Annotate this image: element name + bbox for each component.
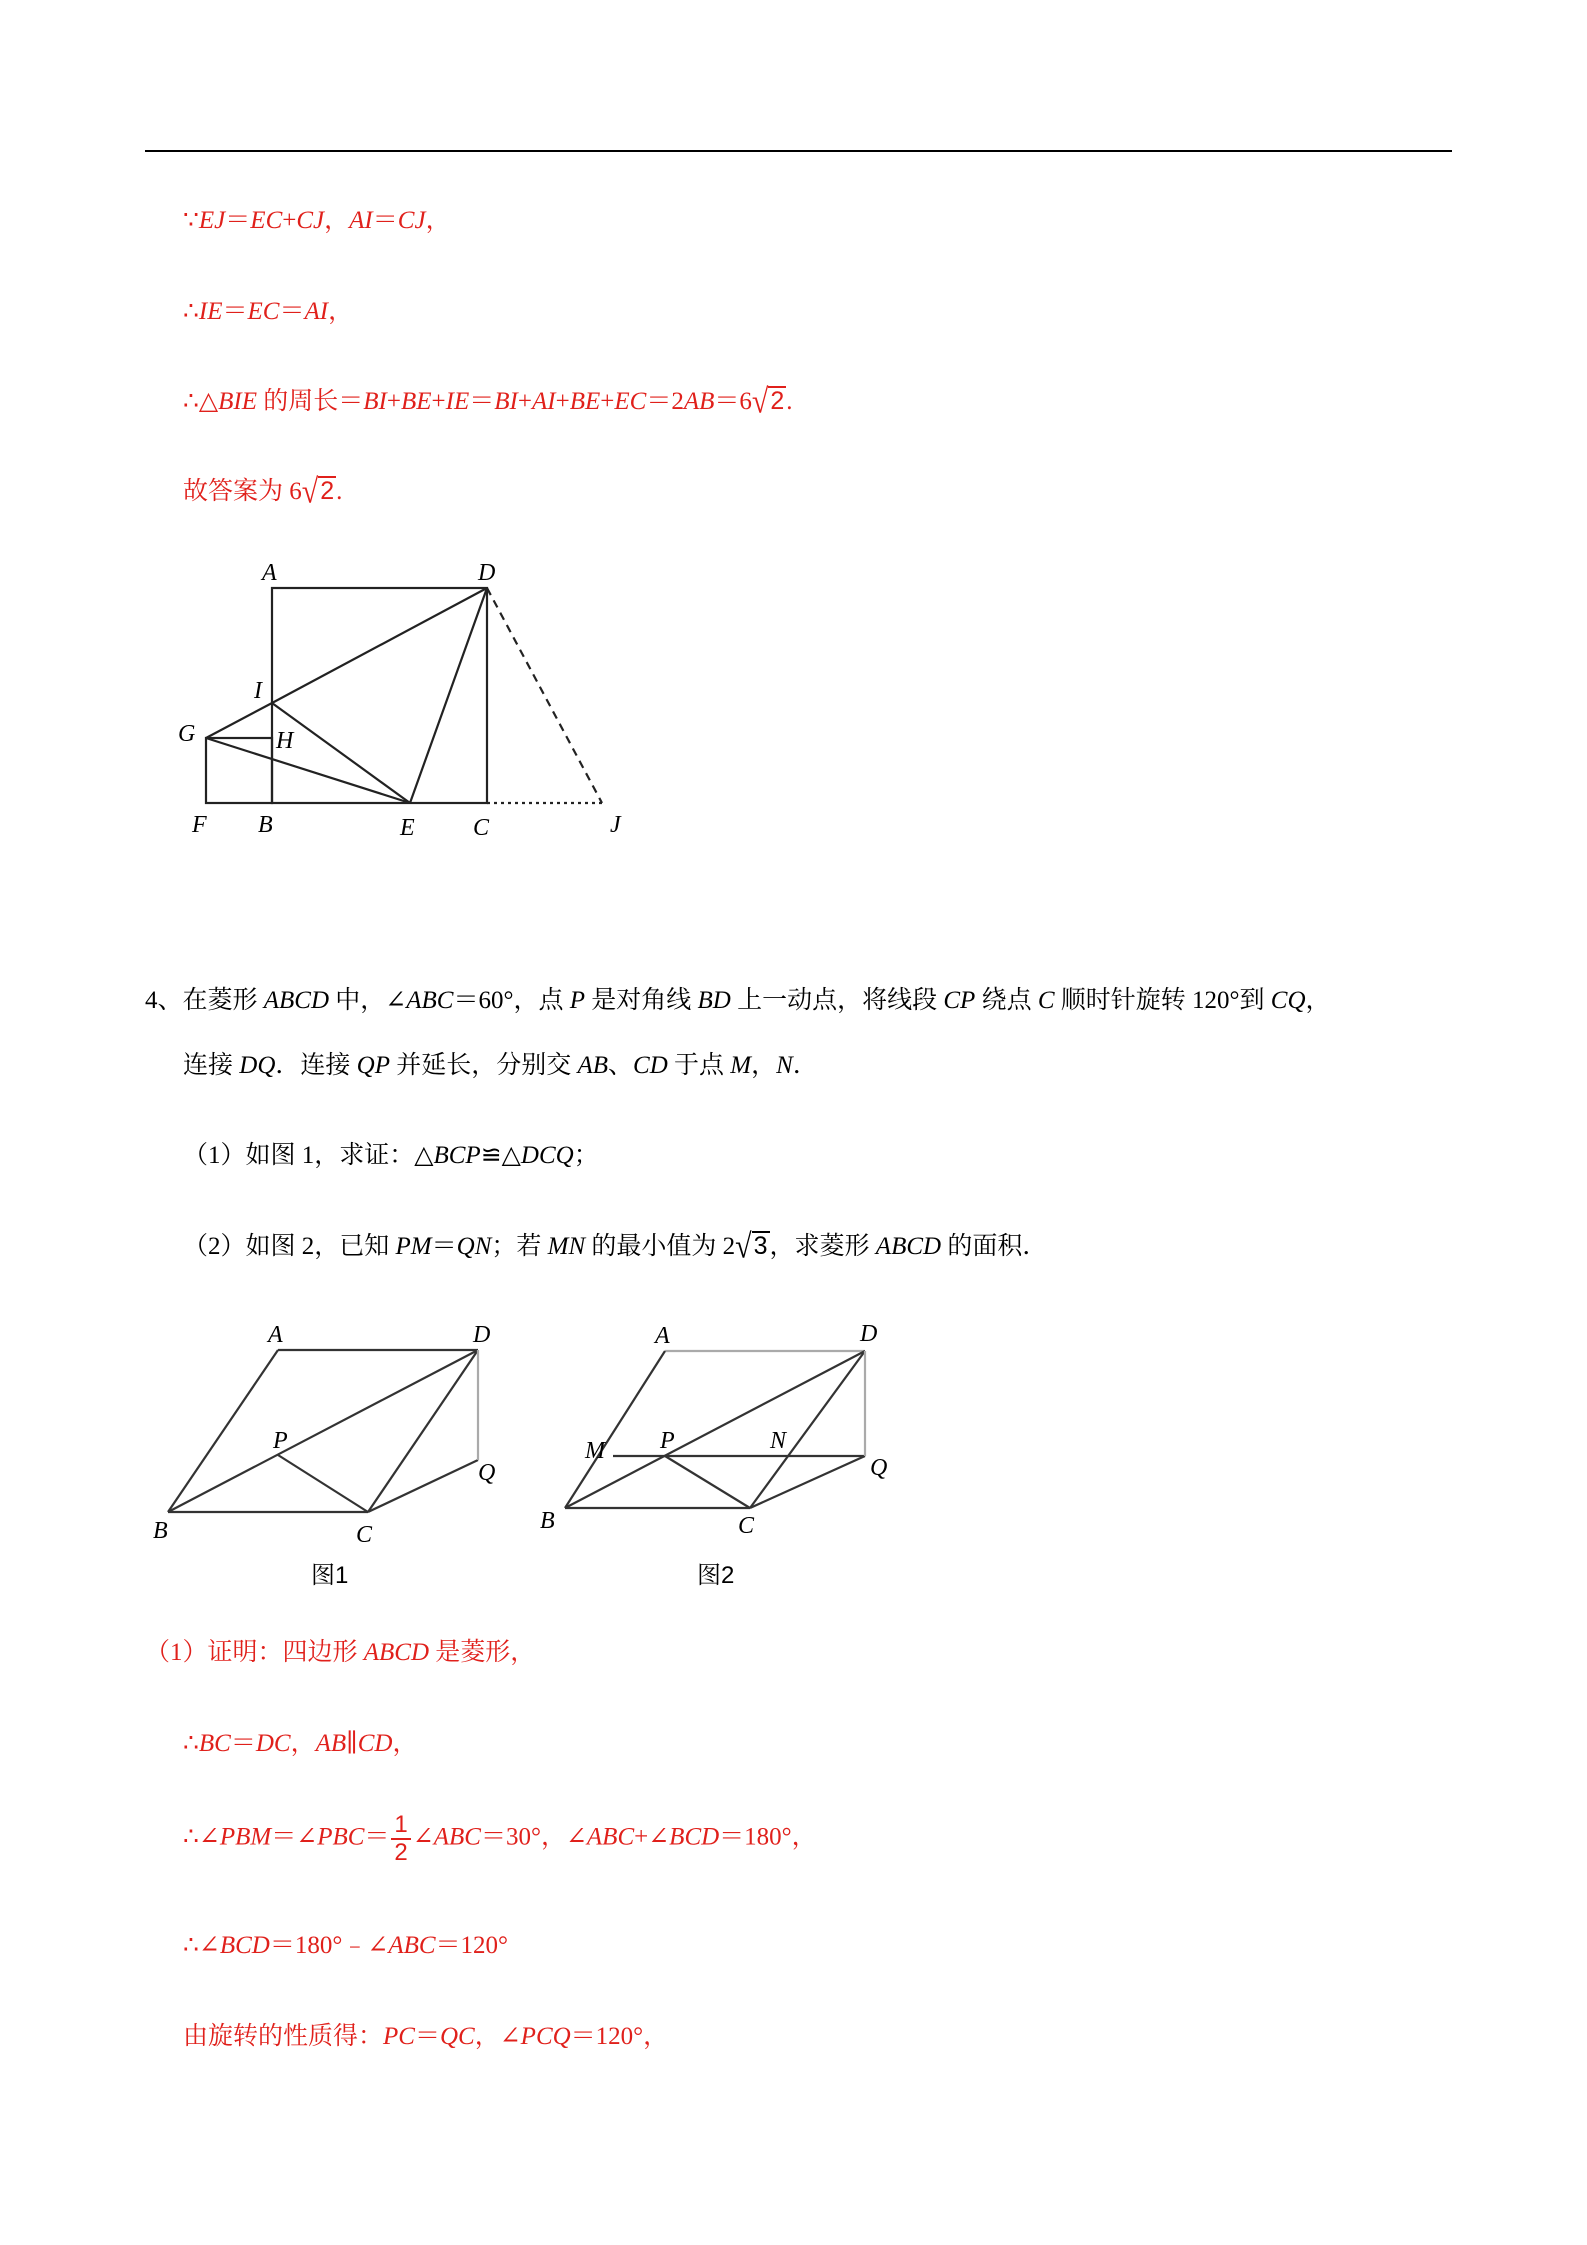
label-Q: Q [478, 1460, 496, 1486]
label-E: E [400, 815, 415, 841]
label-J: J [610, 812, 621, 838]
figure-1 [148, 1320, 518, 1560]
label-C: C [356, 1522, 373, 1548]
label-A: A [655, 1323, 670, 1349]
label-B: B [540, 1508, 555, 1534]
label-A: A [262, 560, 277, 586]
solution-line-3: ∴△BIE 的周长＝BI+BE+IE＝BI+AI+BE+EC＝2AB＝6√2. [183, 382, 793, 421]
label-M: M [585, 1438, 605, 1464]
question-4-part-2: （2）如图 2，已知 PM＝QN；若 MN 的最小值为 2√3，求菱形 ABCD 的面积． [183, 1227, 1048, 1266]
label-D: D [478, 560, 496, 586]
label-D: D [860, 1321, 878, 1347]
solution-line-2: ∴IE＝EC＝AI， [183, 298, 354, 325]
label-H: H [276, 728, 294, 754]
label-G: G [178, 721, 196, 747]
question-4-line-1: 4、在菱形 ABCD 中，∠ABC＝60°，点 P 是对角线 BD 上一动点，将线段 CP 绕点 C 顺时针旋转 120°到 CQ， [145, 987, 1331, 1014]
square-ABCD [272, 588, 487, 803]
label-B: B [258, 812, 273, 838]
solution-4-line-3: ∴∠PBM＝∠PBC＝ $\frac{1}{2}$ ∠ABC＝30°，∠ABC+∠BCD＝180°， [183, 1811, 817, 1866]
sqrt-symbol: √2 [301, 472, 335, 511]
label-P: P [273, 1428, 288, 1454]
solution-4-line-1: （1）证明：四边形 ABCD 是菱形， [145, 1639, 536, 1666]
sqrt-symbol: √3 [735, 1227, 768, 1266]
fraction-one-half: $\frac{1}{2}$ [391, 1812, 410, 1866]
answer-line: 故答案为 6√2. [183, 472, 343, 511]
sqrt-symbol: √2 [751, 382, 785, 421]
solution-4-line-4: ∴∠BCD＝180°﹣∠ABC＝120° [183, 1932, 509, 1959]
figure-2-drawing [535, 1318, 915, 1558]
solution-line-1: ∵EJ＝EC+CJ，AI＝CJ， [183, 207, 451, 234]
figure-2-caption: 图2 [697, 1562, 735, 1589]
label-D: D [473, 1322, 491, 1348]
label-N: N [770, 1428, 787, 1454]
label-I: I [254, 678, 262, 704]
label-B: B [153, 1518, 168, 1544]
label-A: A [268, 1322, 283, 1348]
label-P: P [660, 1428, 675, 1454]
solution-4-line-5: 由旋转的性质得：PC＝QC，∠PCQ＝120°， [183, 2023, 669, 2050]
square-figure [170, 550, 650, 850]
solution-4-line-2: ∴BC＝DC，AB∥CD， [183, 1730, 418, 1757]
label-Q: Q [870, 1455, 888, 1481]
label-C: C [473, 815, 490, 841]
question-4-part-1: （1）如图 1，求证：△BCP≌△DCQ； [183, 1142, 599, 1169]
header-rule [145, 150, 1452, 152]
label-C: C [738, 1513, 755, 1539]
question-4-line-2: 连接 DQ．连接 QP 并延长，分别交 AB、CD 于点 M，N． [183, 1052, 818, 1079]
label-F: F [192, 812, 207, 838]
figure-1-caption: 图1 [311, 1562, 349, 1589]
